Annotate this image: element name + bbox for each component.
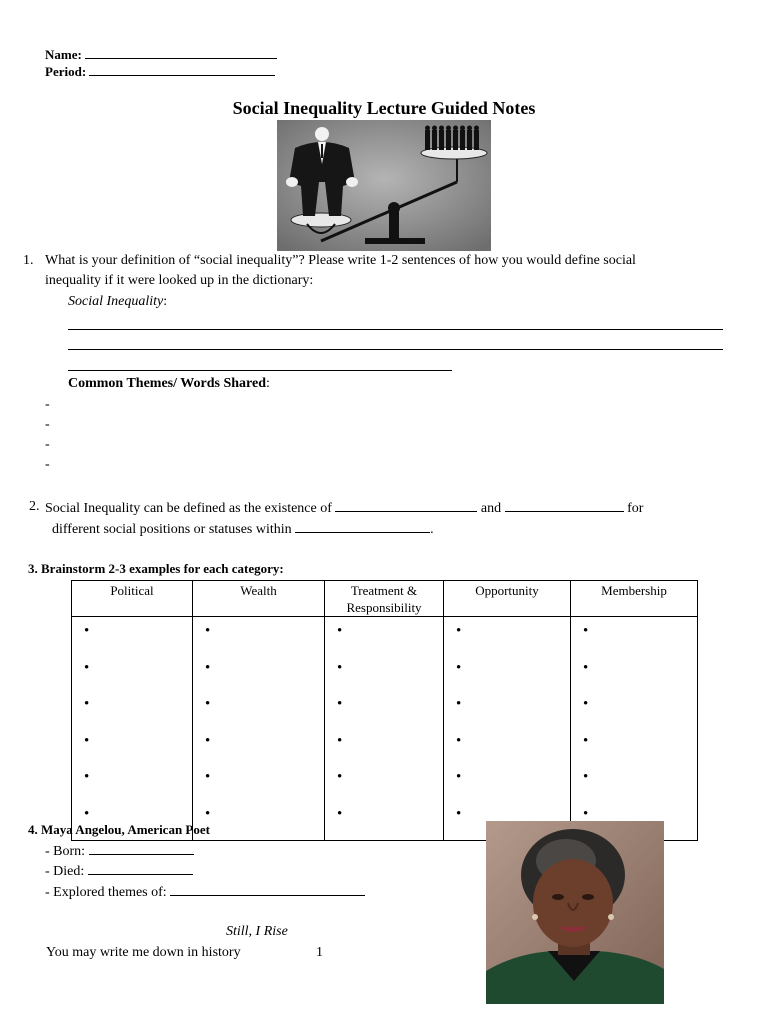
col-header-membership: Membership — [571, 581, 698, 617]
list-item[interactable]: • — [84, 696, 90, 712]
list-item[interactable]: • — [583, 732, 589, 749]
list-item[interactable]: • — [84, 732, 90, 749]
theme-bullet-3[interactable]: - — [45, 437, 50, 452]
wealth-cell[interactable] — [193, 617, 325, 841]
list-item[interactable]: • — [337, 623, 343, 639]
list-item[interactable]: • — [337, 769, 343, 785]
list-item[interactable]: • — [205, 696, 211, 712]
maya-angelou-photo — [486, 821, 664, 1004]
answer-line-2[interactable] — [68, 349, 723, 350]
theme-bullet-4[interactable]: - — [45, 457, 50, 472]
poem-line-1: You may write me down in history — [46, 945, 241, 960]
name-label: Name: — [45, 47, 82, 62]
list-item[interactable]: • — [84, 659, 90, 676]
name-field[interactable] — [45, 46, 277, 63]
period-label: Period: — [45, 64, 87, 79]
q2-period: . — [430, 522, 434, 537]
answer-line-3[interactable] — [68, 370, 452, 371]
q2-line1 — [45, 499, 643, 517]
themes-blank[interactable] — [170, 883, 365, 896]
q2-text-b: different social positions or statuses within — [52, 522, 292, 537]
list-item[interactable]: • — [205, 805, 211, 822]
membership-cell[interactable] — [571, 617, 698, 841]
inequality-scale-illustration — [277, 120, 491, 251]
q2-blank-1[interactable] — [335, 499, 477, 512]
q3-heading: 3. Brainstorm 2-3 examples for each category: — [28, 561, 284, 576]
list-item[interactable]: • — [583, 623, 589, 639]
q1-text-line1: What is your definition of “social inequality”? Please write 1-2 sentences of how you would define social — [45, 253, 636, 268]
list-item[interactable]: • — [583, 769, 589, 785]
list-item[interactable]: • — [583, 696, 589, 712]
list-item[interactable]: • — [456, 805, 462, 822]
q2-and: and — [480, 501, 502, 516]
list-item[interactable]: • — [205, 623, 211, 639]
col-header-political: Political — [72, 581, 193, 617]
died-field[interactable] — [45, 862, 193, 880]
list-item[interactable]: • — [84, 769, 90, 785]
period-blank[interactable] — [89, 63, 275, 76]
theme-bullet-1[interactable]: - — [45, 397, 50, 412]
q2-blank-2[interactable] — [505, 499, 624, 512]
list-item[interactable]: • — [456, 732, 462, 749]
list-item[interactable]: • — [337, 659, 343, 676]
social-inequality-label: Social Inequality — [68, 294, 164, 309]
list-item[interactable]: • — [583, 805, 589, 822]
q4-heading: 4. Maya Angelou, American Poet — [28, 822, 210, 837]
q2-text-a: Social Inequality can be defined as the existence of — [45, 501, 332, 516]
q1-text-line2: inequality if it were looked up in the dictionary: — [45, 273, 314, 288]
table-row — [72, 617, 698, 841]
period-field[interactable] — [45, 63, 275, 80]
col-header-opportunity: Opportunity — [444, 581, 571, 617]
list-item[interactable]: • — [84, 805, 90, 822]
q2-line2 — [52, 520, 434, 538]
list-item[interactable]: • — [583, 659, 589, 676]
name-blank[interactable] — [85, 46, 277, 59]
list-item[interactable]: • — [456, 769, 462, 785]
born-field[interactable] — [45, 842, 194, 860]
treatment-cell[interactable] — [325, 617, 444, 841]
table-header-row — [72, 581, 698, 617]
opportunity-cell[interactable] — [444, 617, 571, 841]
list-item[interactable]: • — [205, 732, 211, 749]
brainstorm-table — [71, 580, 698, 841]
themes-heading — [68, 376, 270, 392]
explored-themes-label: - Explored themes of: — [45, 885, 167, 900]
q1-number: 1. — [23, 253, 34, 268]
poem-title: Still, I Rise — [226, 924, 288, 939]
list-item[interactable]: • — [456, 659, 462, 676]
born-blank[interactable] — [89, 842, 194, 855]
themes-field[interactable] — [45, 883, 365, 901]
social-inequality-colon: : — [163, 294, 168, 309]
col-header-wealth: Wealth — [193, 581, 325, 617]
born-label: - Born: — [45, 844, 86, 859]
list-item[interactable]: • — [337, 732, 343, 749]
poem-line-number: 1 — [316, 945, 323, 960]
list-item[interactable]: • — [456, 696, 462, 712]
list-item[interactable]: • — [337, 805, 343, 822]
list-item[interactable]: • — [205, 769, 211, 785]
list-item[interactable]: • — [456, 623, 462, 639]
political-cell[interactable] — [72, 617, 193, 841]
theme-bullet-2[interactable]: - — [45, 417, 50, 432]
col-header-treatment: Treatment & Responsibility — [325, 581, 444, 617]
answer-line-1[interactable] — [68, 329, 723, 330]
list-item[interactable]: • — [337, 696, 343, 712]
list-item[interactable]: • — [205, 659, 211, 676]
died-blank[interactable] — [88, 862, 193, 875]
q2-blank-3[interactable] — [295, 520, 430, 533]
q2-number: 2. — [29, 499, 40, 514]
q2-for: for — [627, 501, 644, 516]
died-label: - Died: — [45, 864, 85, 879]
themes-colon: : — [265, 376, 270, 391]
page-title: Social Inequality Lecture Guided Notes — [232, 98, 536, 118]
themes-label: Common Themes/ Words Shared — [68, 376, 266, 391]
list-item[interactable]: • — [84, 623, 90, 639]
q1-sublabel — [68, 294, 167, 310]
